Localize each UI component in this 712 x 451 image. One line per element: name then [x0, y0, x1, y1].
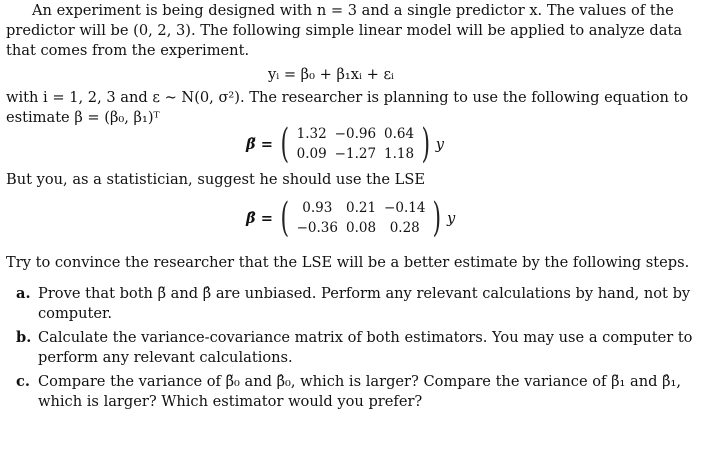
- matrix-cell: −1.27: [334, 146, 377, 162]
- matrix-cell: 0.93: [302, 200, 333, 216]
- matrix-cell: −0.14: [384, 200, 426, 216]
- matrix-row: [293, 218, 430, 238]
- matrix-cell: 0.21: [345, 200, 377, 216]
- matrix-row: [293, 198, 430, 218]
- part-text: Prove that both β̃ and β̂ are unbiased. Perform any relevant calculations by hand, not by computer.: [38, 285, 691, 322]
- matrix-cell: −0.96: [334, 126, 377, 142]
- instruction-text: Try to convince the researcher that the LSE will be a better estimate by the following steps.: [6, 254, 690, 271]
- matrix-cell: 0.28: [389, 220, 420, 236]
- matrix-cell: 0.64: [384, 126, 415, 142]
- question-parts-list: [16, 284, 696, 416]
- tilde-estimator-equation: [246, 121, 444, 167]
- hat-matrix: [293, 198, 430, 238]
- setup-paragraph: with i = 1, 2, 3 and ε ~ N(0, σ²). The researcher is planning to use the following equation to estimate β = (β₀, β₁)ᵀ: [6, 89, 689, 126]
- left-paren: (: [280, 195, 290, 241]
- question-part-a: [16, 284, 696, 324]
- hat-estimator-rhs: y: [447, 209, 456, 227]
- part-label: a.: [16, 285, 31, 302]
- left-paren: (: [280, 121, 290, 167]
- suggestion-text: But you, as a statistician, suggest he should use the LSE: [6, 171, 425, 188]
- matrix-cell: 1.18: [384, 146, 415, 162]
- model-equation: yᵢ = β₀ + β₁xᵢ + εᵢ: [268, 66, 394, 83]
- matrix-cell: −0.36: [296, 220, 338, 236]
- tilde-matrix: [293, 124, 419, 164]
- tilde-estimator-rhs: y: [435, 135, 444, 153]
- right-paren: ): [432, 195, 442, 241]
- hat-estimator-equation: [246, 195, 456, 241]
- part-text: Calculate the variance-covariance matrix of both estimators. You may use a computer to perform any relevant calculations.: [38, 329, 693, 366]
- question-part-b: [16, 328, 696, 368]
- part-text: Compare the variance of β̃₀ and β̂₀, which is larger? Compare the variance of β̃₁ and β̂₁, which is larger? Which estimator would you prefer?: [38, 373, 682, 410]
- question-part-c: [16, 372, 696, 412]
- hat-estimator-lhs: β̂ =: [246, 209, 273, 227]
- matrix-row: [293, 144, 419, 164]
- matrix-cell: 1.32: [296, 126, 327, 142]
- matrix-cell: 0.09: [296, 146, 327, 162]
- tilde-estimator-lhs: β̃ =: [246, 135, 273, 153]
- right-paren: ): [421, 121, 431, 167]
- matrix-cell: 0.08: [345, 220, 377, 236]
- part-label: b.: [16, 329, 32, 346]
- matrix-row: [293, 124, 419, 144]
- part-label: c.: [16, 373, 30, 390]
- intro-paragraph: An experiment is being designed with n = 3 and a single predictor x. The values of the predictor will be (0, 2, 3). The following simple linear model will be applied to analyze data that comes from the experiment.: [6, 2, 683, 59]
